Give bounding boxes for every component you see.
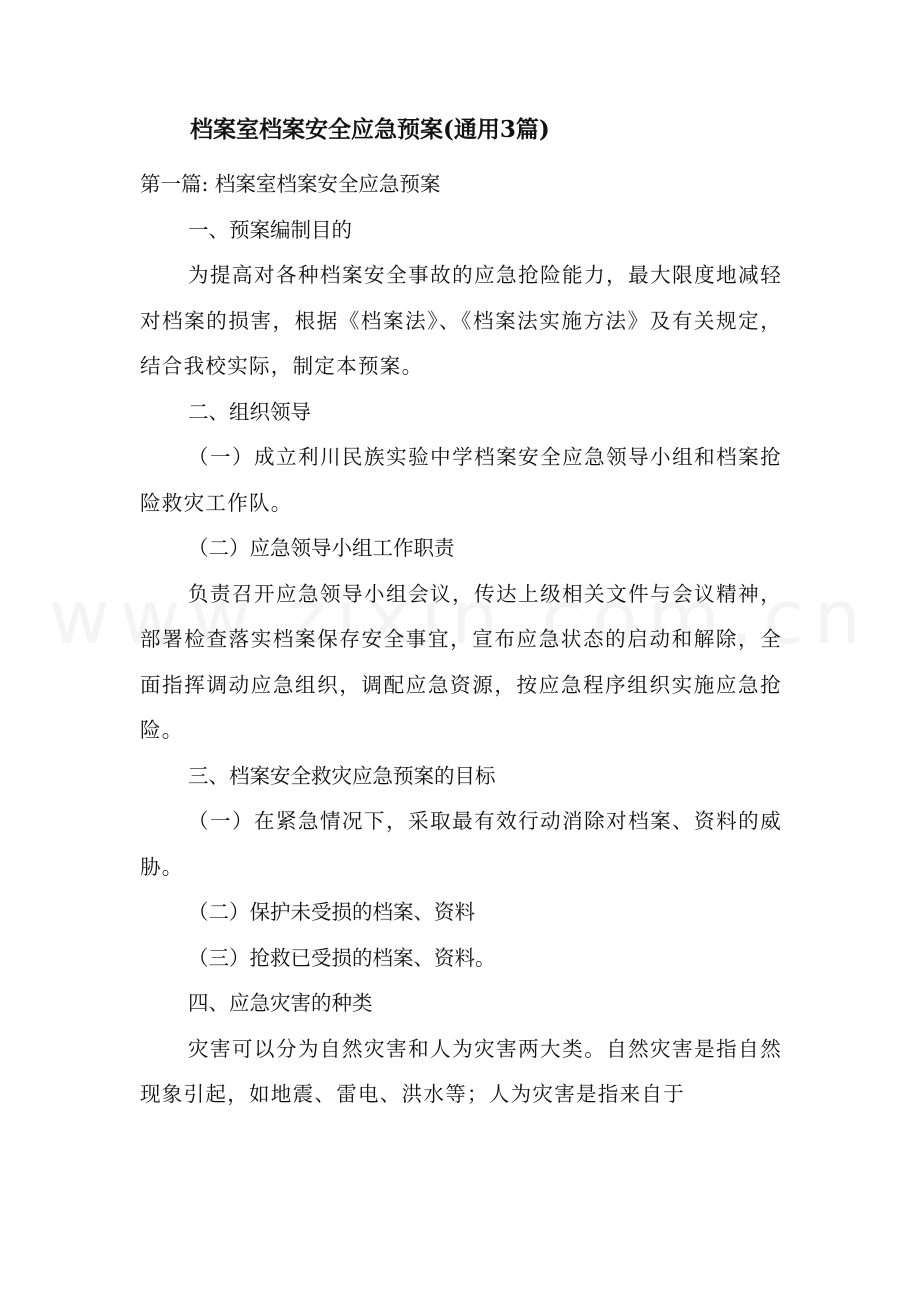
goal-two: （二）保护未受损的档案、资料 — [188, 900, 475, 924]
heading-goals: 三、档案安全救灾应急预案的目标 — [188, 763, 496, 788]
document-title: 档案室档案安全应急预案(通用3篇) — [190, 116, 550, 143]
document-body — [140, 108, 782, 1118]
section-heading-part-one: 第一篇: 档案室档案安全应急预案 — [140, 172, 441, 196]
heading-group-duties: （二）应急领导小组工作职责 — [188, 536, 455, 560]
paragraph-goal-one: （一）在紧急情况下，采取最有效行动消除对档案、资料的威胁。 — [140, 809, 782, 879]
heading-purpose: 一、预案编制目的 — [188, 217, 352, 242]
heading-disaster-types: 四、应急灾害的种类 — [188, 991, 373, 1015]
paragraph-disaster-types: 灾害可以分为自然灾害和人为灾害两大类。自然灾害是指自然现象引起，如地震、雷电、洪水等；人为灾害是指来自于 — [140, 1036, 782, 1106]
heading-organization: 二、组织领导 — [188, 399, 311, 424]
paragraph-purpose: 为提高对各种档案安全事故的应急抢险能力，最大限度地减轻对档案的损害，根据《档案法》、《档案法实施方法》及有关规定，结合我校实际，制定本预案。 — [140, 263, 782, 378]
paragraph-establish-group: （一）成立利川民族实验中学档案安全应急领导小组和档案抢险救灾工作队。 — [140, 445, 782, 515]
paragraph-group-duties: 负责召开应急领导小组会议，传达上级相关文件与会议精神，部署检查落实档案保存安全事宜，宣布应急状态的启动和解除，全面指挥调动应急组织，调配应急资源，按应急程序组织实施应急抢险。 — [140, 581, 782, 742]
goal-three: （三）抢救已受损的档案、资料。 — [188, 945, 496, 970]
